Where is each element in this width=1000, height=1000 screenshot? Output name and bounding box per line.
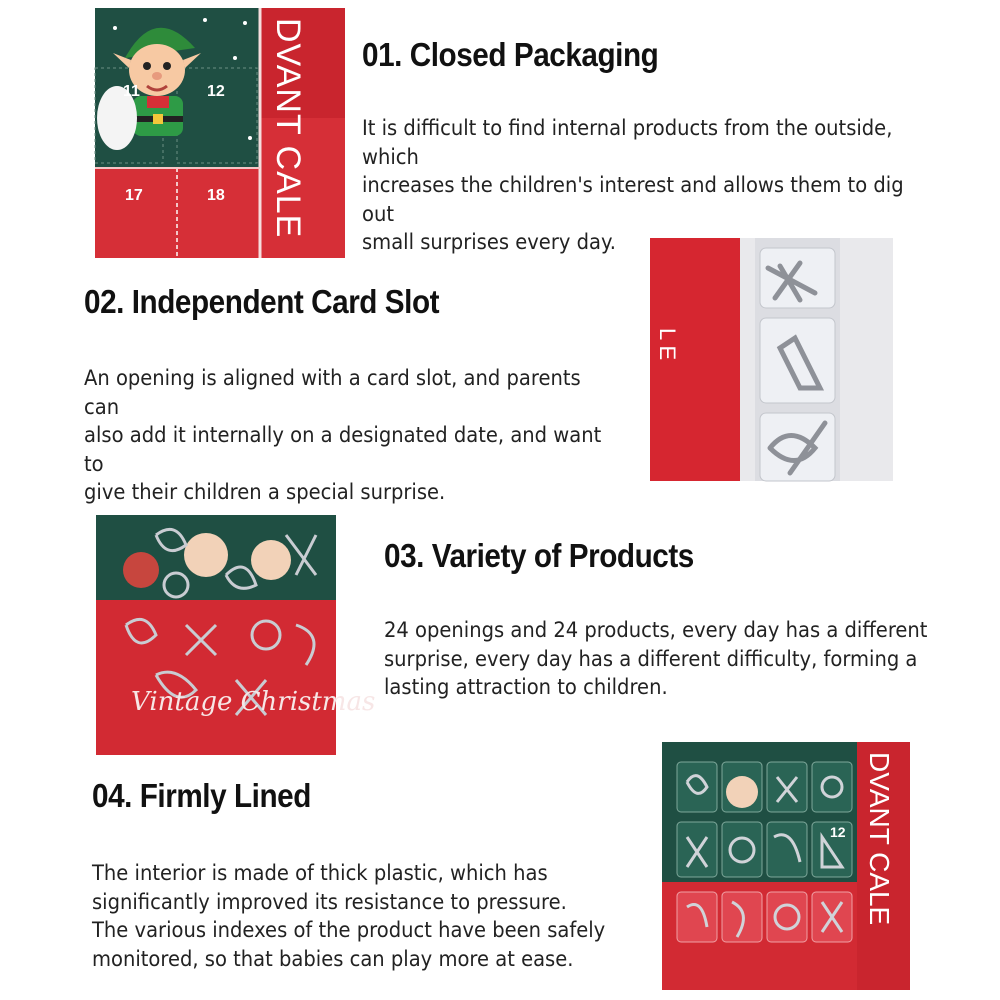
section-title: 02. Independent Card Slot [84,283,440,320]
description-line: 24 openings and 24 products, every day has a different [384,618,928,642]
calendar-photo [95,8,345,258]
day-11: 11 [123,83,140,100]
calendar-vertical-text: DVANT CALE [269,18,307,239]
description-line: give their children a special surprise. [84,480,446,504]
day-18: 18 [207,187,225,204]
products-photo [96,515,376,755]
section-firmly-lined [92,777,662,973]
section-independent-card-slot [84,283,654,507]
section-title: 04. Firmly Lined [92,777,311,814]
section-variety-of-products [384,537,984,702]
section-title: 03. Variety of Products [384,537,694,574]
section-description [92,859,622,973]
section-closed-packaging [362,36,982,257]
day-17: 17 [125,187,143,204]
description-line: monitored, so that babies can play more at ease. [92,946,574,971]
description-line: lasting attraction to children. [384,675,668,699]
day-12: 12 [207,83,225,100]
card-slot-photo [650,238,893,481]
description-line: significantly improved its resistance to pressure. [92,889,567,914]
description-line: increases the children's interest and allows them to dig out [362,173,904,226]
description-line: An opening is aligned with a card slot, and parents can [84,366,581,419]
products-script-text: Vintage Christmas [131,687,376,717]
section-description [362,114,939,257]
section-description [384,616,942,702]
lining-photo [662,742,910,990]
description-line: It is difficult to find internal products from the outside, which [362,116,893,169]
description-line: small surprises every day. [362,230,616,254]
lining-vertical-text: DVANT CALE [864,752,895,926]
section-description [84,364,614,507]
description-line: The various indexes of the product have been safely [92,918,606,942]
lining-day-number: 12 [830,824,846,840]
description-line: surprise, every day has a different difficulty, forming a [384,646,918,671]
section-title: 01. Closed Packaging [362,36,659,73]
card-slot-vertical-text: L E [655,328,680,361]
description-line: also add it internally on a designated date, and want to [84,423,602,476]
description-line: The interior is made of thick plastic, which has [92,861,548,885]
